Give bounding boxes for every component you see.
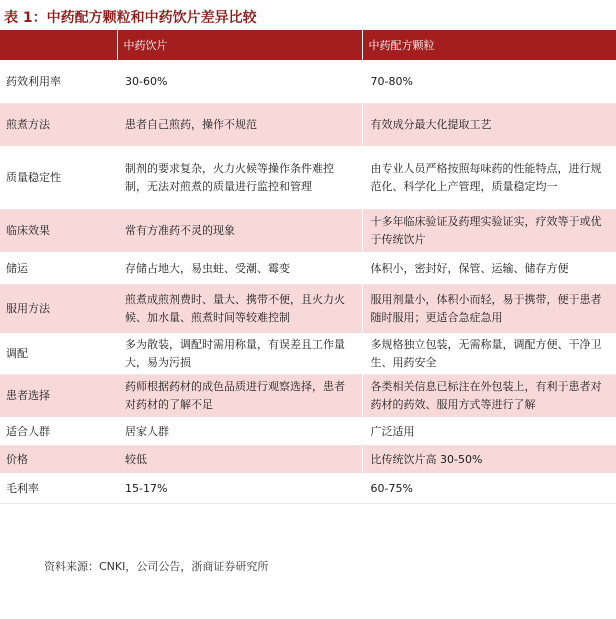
cell-keli: 十多年临床验证及药理实验证实，疗效等于或优于传统饮片 <box>362 210 616 253</box>
table-row <box>0 147 616 210</box>
row-label: 临床效果 <box>0 210 117 253</box>
cell-yinpian: 15-17% <box>117 474 362 504</box>
header-keli: 中药配方颗粒 <box>362 30 616 60</box>
cell-yinpian: 存储占地大，易虫蛀、受潮、霉变 <box>117 253 362 285</box>
row-label: 适合人群 <box>0 418 117 446</box>
table-row <box>0 446 616 474</box>
cell-keli: 服用剂量小，体积小而轻，易于携带，便于患者随时服用；更适合急症急用 <box>362 285 616 334</box>
table-header-row <box>0 30 616 60</box>
table-row <box>0 418 616 446</box>
row-label: 患者选择 <box>0 375 117 418</box>
cell-yinpian: 煎煮成煎剂费时、量大、携带不便，且火力火候、加水量、煎煮时间等较难控制 <box>117 285 362 334</box>
row-label: 服用方法 <box>0 285 117 334</box>
cell-keli: 70-80% <box>362 60 616 104</box>
table-row <box>0 474 616 504</box>
cell-keli: 有效成分最大化提取工艺 <box>362 104 616 147</box>
table-row <box>0 285 616 334</box>
comparison-table <box>0 30 616 504</box>
row-label: 储运 <box>0 253 117 285</box>
row-label: 价格 <box>0 446 117 474</box>
cell-yinpian: 常有方准药不灵的现象 <box>117 210 362 253</box>
table-title: 表 1：中药配方颗粒和中药饮片差异比较 <box>4 10 257 26</box>
row-label: 煎煮方法 <box>0 104 117 147</box>
cell-keli: 由专业人员严格按照每味药的性能特点，进行规范化、科学化上产管理，质量稳定均一 <box>362 147 616 210</box>
table-row <box>0 210 616 253</box>
source-note: 资料来源：CNKI，公司公告，浙商证券研究所 <box>44 560 269 573</box>
header-yinpian: 中药饮片 <box>117 30 362 60</box>
cell-keli: 广泛适用 <box>362 418 616 446</box>
row-label: 药效利用率 <box>0 60 117 104</box>
cell-yinpian: 患者自己煎药，操作不规范 <box>117 104 362 147</box>
table-row <box>0 60 616 104</box>
cell-yinpian: 30-60% <box>117 60 362 104</box>
cell-yinpian: 制剂的要求复杂，火力火候等操作条件难控制，无法对煎煮的质量进行监控和管理 <box>117 147 362 210</box>
cell-keli: 比传统饮片高 30-50% <box>362 446 616 474</box>
cell-keli: 多规格独立包装，无需称量，调配方便、干净卫生、用药安全 <box>362 334 616 375</box>
cell-yinpian: 居家人群 <box>117 418 362 446</box>
cell-keli: 体积小，密封好，保管、运输、储存方便 <box>362 253 616 285</box>
cell-yinpian: 较低 <box>117 446 362 474</box>
header-blank <box>0 30 117 60</box>
row-label: 毛利率 <box>0 474 117 504</box>
table-row <box>0 375 616 418</box>
table-row <box>0 253 616 285</box>
cell-keli: 60-75% <box>362 474 616 504</box>
table-row <box>0 334 616 375</box>
row-label: 调配 <box>0 334 117 375</box>
table-row <box>0 104 616 147</box>
row-label: 质量稳定性 <box>0 147 117 210</box>
cell-yinpian: 多为散装，调配时需用称量，有误差且工作量大，易为污损 <box>117 334 362 375</box>
cell-keli: 各类相关信息已标注在外包装上，有利于患者对药材的药效、服用方式等进行了解 <box>362 375 616 418</box>
cell-yinpian: 药师根据药材的成色品质进行观察选择，患者对药材的了解不足 <box>117 375 362 418</box>
